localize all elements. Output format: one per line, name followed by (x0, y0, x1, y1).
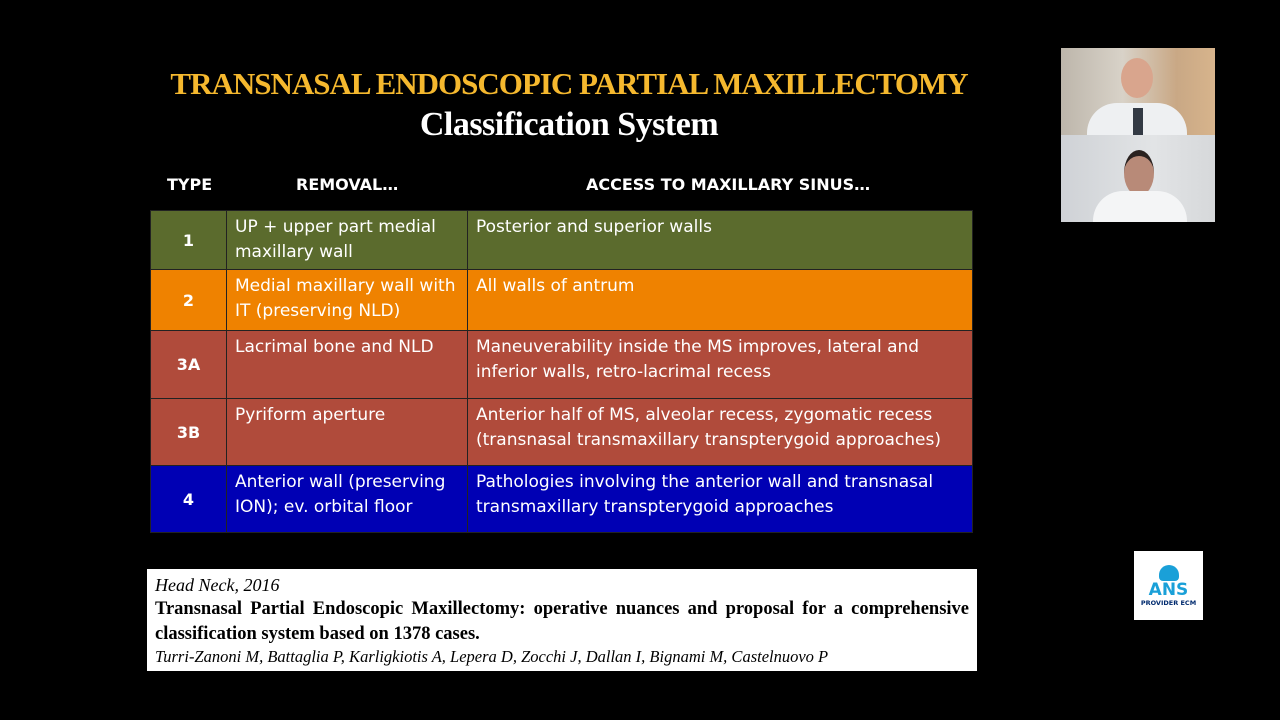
type-cell: 3B (151, 399, 227, 466)
access-cell: All walls of antrum (468, 270, 973, 331)
citation-journal: Head Neck, 2016 (155, 575, 280, 595)
table-row (151, 331, 973, 399)
access-cell: Maneuverability inside the MS improves, lateral and inferior walls, retro-lacrimal recess (468, 331, 973, 399)
access-cell: Pathologies involving the anterior wall and transnasal transmaxillary transpterygoid approaches (468, 466, 973, 533)
header-access: ACCESS TO MAXILLARY SINUS… (586, 175, 871, 194)
citation-authors: Turri-Zanoni M, Battaglia P, Karligkiotis A, Lepera D, Zocchi J, Dallan I, Bignami M, Castelnuovo P (155, 647, 829, 666)
table-row (151, 270, 973, 331)
access-cell: Posterior and superior walls (468, 211, 973, 270)
logo-name: ANS (1148, 580, 1189, 600)
type-cell: 1 (151, 211, 227, 270)
table-row (151, 399, 973, 466)
removal-cell: UP + upper part medial maxillary wall (227, 211, 468, 270)
classification-table (150, 210, 973, 533)
logo-sub: PROVIDER ECM (1140, 599, 1197, 607)
citation-box (147, 569, 977, 671)
removal-cell: Lacrimal bone and NLD (227, 331, 468, 399)
ans-provider-ecm-logo (1134, 551, 1203, 620)
removal-cell: Pyriform aperture (227, 399, 468, 466)
type-cell: 3A (151, 331, 227, 399)
video-participant-2 (1061, 135, 1215, 222)
removal-cell: Anterior wall (preserving ION); ev. orbital floor (227, 466, 468, 533)
type-cell: 4 (151, 466, 227, 533)
table-row (151, 211, 973, 270)
type-cell: 2 (151, 270, 227, 331)
header-type: TYPE (167, 175, 213, 194)
video-participant-1 (1061, 48, 1215, 135)
access-cell: Anterior half of MS, alveolar recess, zygomatic recess (transnasal transmaxillary transpterygoid approaches) (468, 399, 973, 466)
table-row (151, 466, 973, 533)
slide-title: TRANSNASAL ENDOSCOPIC PARTIAL MAXILLECTOMY (170, 66, 968, 101)
lungs-icon (1159, 565, 1179, 581)
header-removal: REMOVAL… (296, 175, 399, 194)
citation-title: Transnasal Partial Endoscopic Maxillectomy: operative nuances and proposal for a comprehensive classification system based on 1378 cases. (155, 599, 969, 644)
slide-subtitle: Classification System (419, 106, 719, 143)
removal-cell: Medial maxillary wall with IT (preserving NLD) (227, 270, 468, 331)
